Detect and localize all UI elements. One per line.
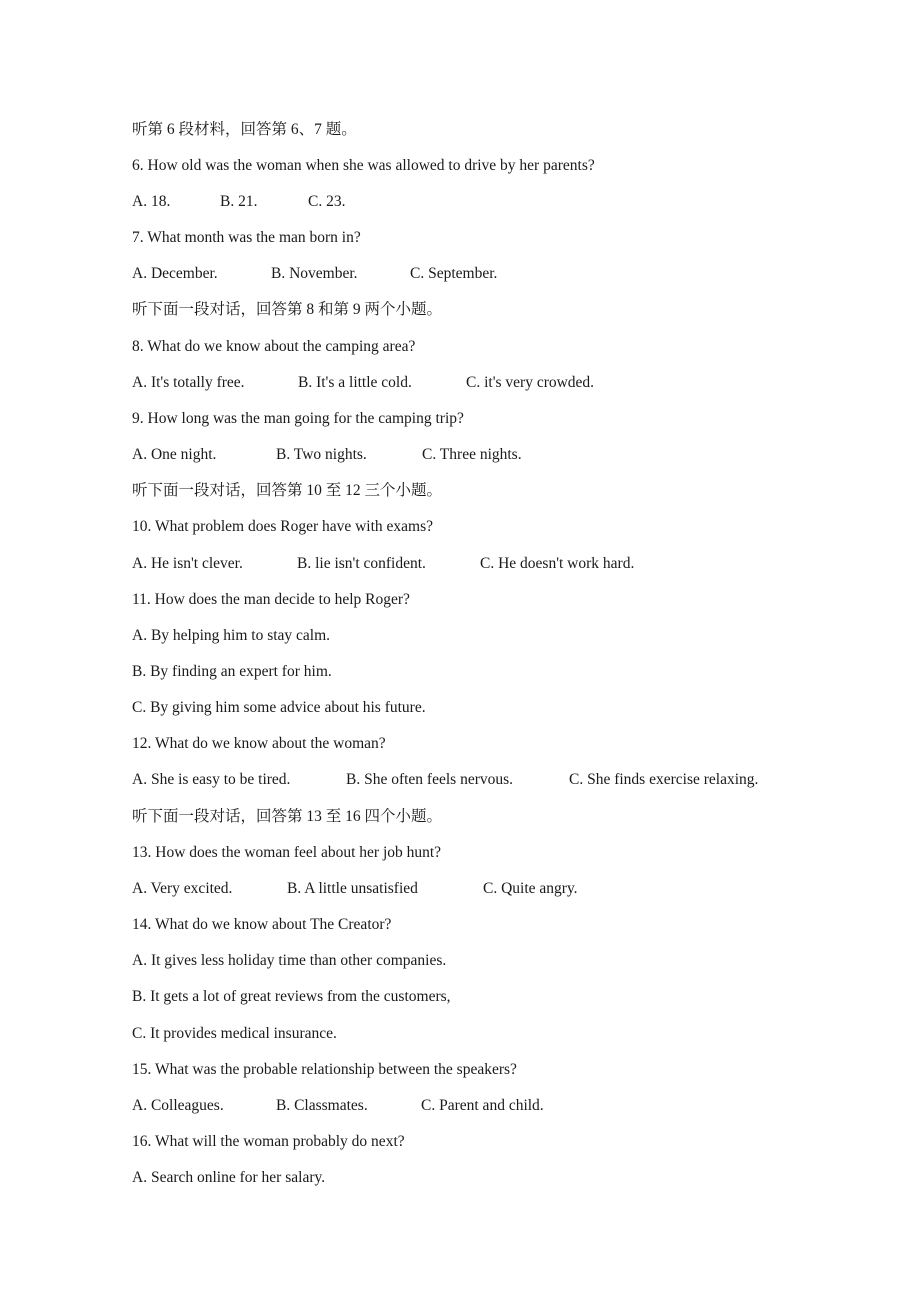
question-13: 13. How does the woman feel about her job hunt? xyxy=(132,844,442,861)
option-a: A. December. xyxy=(132,265,218,282)
option-b: B. November. xyxy=(271,265,358,282)
question-12: 12. What do we know about the woman? xyxy=(132,735,386,752)
option-c: C. It provides medical insurance. xyxy=(132,1025,337,1042)
option-a: A. Very excited. xyxy=(132,880,233,897)
question-7: 7. What month was the man born in? xyxy=(132,229,361,246)
question-10: 10. What problem does Roger have with exams? xyxy=(132,518,434,535)
section-heading: 听下面一段对话，回答第 8 和第 9 两个小题。 xyxy=(132,301,443,318)
option-c: C. Three nights. xyxy=(422,446,522,463)
option-a: A. One night. xyxy=(132,446,217,463)
option-b: B. A little unsatisfied xyxy=(287,880,418,897)
option-b: B. 21. xyxy=(220,193,258,210)
question-8: 8. What do we know about the camping area? xyxy=(132,338,416,355)
option-b: B. Two nights. xyxy=(276,446,367,463)
question-11: 11. How does the man decide to help Roger? xyxy=(132,591,410,608)
question-6: 6. How old was the woman when she was allowed to drive by her parents? xyxy=(132,157,595,174)
question-9: 9. How long was the man going for the camping trip? xyxy=(132,410,464,427)
option-c: C. 23. xyxy=(308,193,346,210)
option-a: A. He isn't clever. xyxy=(132,555,243,572)
section-heading: 听第 6 段材料，回答第 6、7 题。 xyxy=(132,121,357,138)
option-c: C. Quite angry. xyxy=(483,880,578,897)
option-c: C. it's very crowded. xyxy=(466,374,595,391)
option-c: C. September. xyxy=(410,265,498,282)
option-a: A. Search online for her salary. xyxy=(132,1169,326,1186)
option-b: B. Classmates. xyxy=(276,1097,368,1114)
option-b: B. She often feels nervous. xyxy=(346,771,514,788)
option-a: A. 18. xyxy=(132,193,171,210)
option-a: A. By helping him to stay calm. xyxy=(132,627,331,644)
option-c: C. He doesn't work hard. xyxy=(480,555,635,572)
option-a: A. She is easy to be tired. xyxy=(132,771,291,788)
option-c: C. Parent and child. xyxy=(421,1097,544,1114)
option-a: A. Colleagues. xyxy=(132,1097,224,1114)
question-15: 15. What was the probable relationship between the speakers? xyxy=(132,1061,517,1078)
option-b: B. It's a little cold. xyxy=(298,374,412,391)
section-heading: 听下面一段对话，回答第 10 至 12 三个小题。 xyxy=(132,482,443,499)
option-a: A. It gives less holiday time than other companies. xyxy=(132,952,447,969)
option-a: A. It's totally free. xyxy=(132,374,245,391)
option-b: B. lie isn't confident. xyxy=(297,555,426,572)
option-c: C. By giving him some advice about his future. xyxy=(132,699,426,716)
option-c: C. She finds exercise relaxing. xyxy=(569,771,759,788)
option-b: B. It gets a lot of great reviews from the customers, xyxy=(132,988,451,1005)
section-heading: 听下面一段对话，回答第 13 至 16 四个小题。 xyxy=(132,808,443,825)
option-b: B. By finding an expert for him. xyxy=(132,663,332,680)
question-14: 14. What do we know about The Creator? xyxy=(132,916,392,933)
question-16: 16. What will the woman probably do next? xyxy=(132,1133,405,1150)
